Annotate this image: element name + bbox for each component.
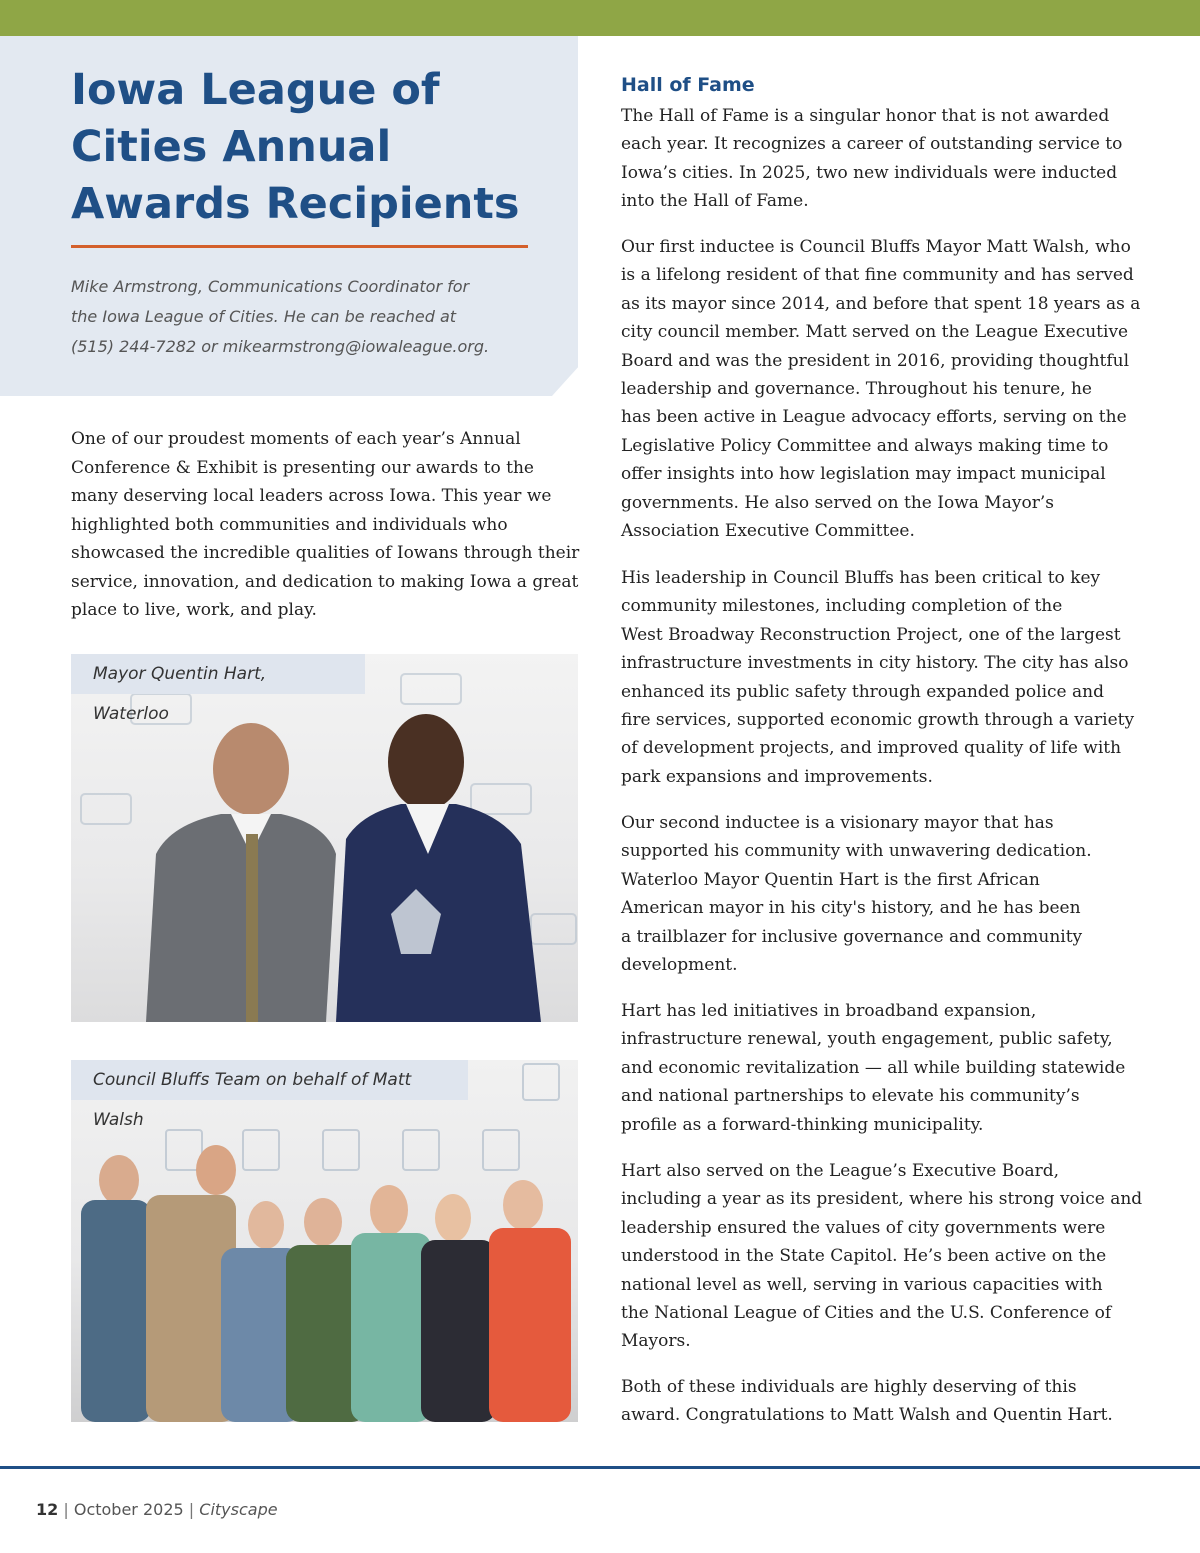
photo-caption: Council Bluffs Team on behalf of Matt Walsh <box>71 1060 468 1100</box>
issue-date: October 2025 <box>73 1500 184 1519</box>
page-number: 12 <box>36 1500 59 1519</box>
body-paragraph: His leadership in Council Bluffs has been critical to key community milestones, including completion of the West Broadway Reconstruction Project, one of the largest infrastructure investments in city history. The city has also enhanced its public safety through expanded police and fire services, supported economic growth through a variety of development projects, and improved quality of life with park expansions and improvements. <box>621 568 1135 787</box>
footer-separator: | <box>188 1500 195 1519</box>
page-footer <box>36 1500 278 1519</box>
photo-mayor-hart <box>71 654 578 1022</box>
top-color-bar <box>0 0 1200 36</box>
body-paragraph: The Hall of Fame is a singular honor that is not awarded each year. It recognizes a career of outstanding service to Iowa’s cities. In 2025, two new individuals were inducted into the Hall of Fame. <box>621 106 1123 212</box>
body-paragraph: Both of these individuals are highly deserving of this award. Congratulations to Matt Walsh and Quentin Hart. <box>621 1377 1113 1426</box>
photo-caption: Mayor Quentin Hart, Waterloo <box>71 654 365 694</box>
body-paragraph: Our second inductee is a visionary mayor that has supported his community with unwavering dedication. Waterloo Mayor Quentin Hart is the first African American mayor in his city's history, and he has been a trailblazer for inclusive governance and community development. <box>621 813 1092 976</box>
magazine-name: Cityscape <box>199 1500 278 1519</box>
body-paragraph: Hart has led initiatives in broadband expansion, infrastructure renewal, youth engagement, public safety, and economic revitalization — all while building statewide and national partnerships to elevate his community’s profile as a forward-thinking municipality. <box>621 1001 1126 1135</box>
section-heading: Hall of Fame <box>621 74 755 96</box>
intro-paragraph: One of our proudest moments of each year’s Annual Conference & Exhibit is presenting our awards to the many deserving local leaders across Iowa. This year we highlighted both communities and individuals who showcased the incredible qualities of Iowans through their service, innovation, and dedication to making Iowa a great place to live, work, and play. <box>71 429 580 620</box>
photo-icon <box>71 1060 578 1422</box>
body-paragraph: Our first inductee is Council Bluffs Mayor Matt Walsh, who is a lifelong resident of that fine community and has served as its mayor since 2014, and before that spent 18 years as a city council member. Matt served on the League Executive Board and was the president in 2016, providing thoughtful leadership and governance. Throughout his tenure, he has been active in League advocacy efforts, serving on the Legislative Policy Committee and always making time to offer insights into how legislation may impact municipal governments. He also served on the Iowa Mayor’s Association Executive Committee. <box>621 237 1141 542</box>
article-title: Iowa League of Cities Annual Awards Recipients <box>71 65 520 229</box>
body-paragraph: Hart also served on the League’s Executive Board, including a year as its president, where his strong voice and leadership ensured the values of city governments were understood in the State Capitol. He’s been active on the national level as well, serving in various capacities with the National League of Cities and the U.S. Conference of Mayors. <box>621 1161 1143 1352</box>
footer-divider <box>0 1466 1200 1469</box>
title-divider <box>71 245 528 248</box>
footer-separator: | <box>63 1500 69 1519</box>
photo-council-bluffs-team <box>71 1060 578 1422</box>
author-byline: Mike Armstrong, Communications Coordinator for the Iowa League of Cities. He can be reached at (515) 244-7282 or mikearmstrong@iowaleague.org. <box>71 277 490 356</box>
